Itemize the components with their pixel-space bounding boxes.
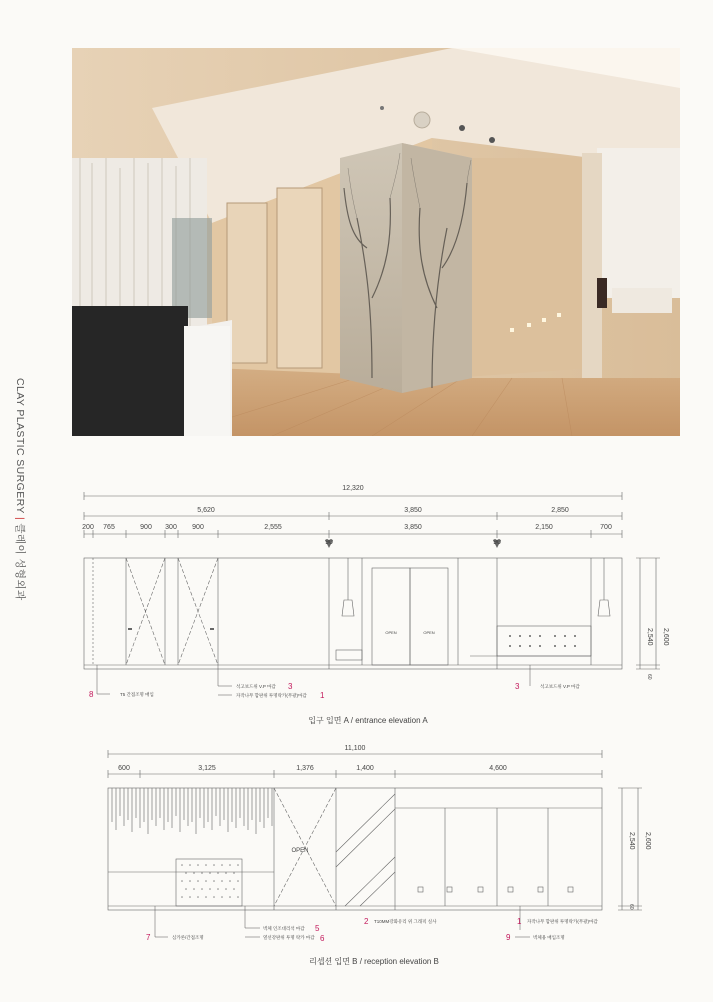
dim-mid-a-3: 2,850 [551, 507, 569, 514]
height-b-2: 2,600 [644, 832, 651, 850]
note-b-3-text: 심카론/간접조명 [172, 935, 204, 940]
note-b-2-text: 열선강판위 투명 락카 마감 [263, 935, 315, 940]
interior-photo [72, 48, 680, 436]
dim-detail-a-2: 765 [103, 524, 115, 531]
dim-detail-b-2: 3,125 [198, 765, 216, 772]
note-a-3-num: 1 [320, 691, 325, 700]
note-b-1-text: 벽체 인조대리석 마감 [263, 926, 305, 931]
dim-total-a: 12,320 [342, 485, 364, 492]
note-b-5-num: 1 [517, 917, 522, 926]
note-b-4-text: T10MM강화유리 위 그래픽 실사 [374, 919, 437, 924]
dim-detail-b-1: 600 [118, 765, 130, 772]
dim-detail-a-5: 900 [192, 524, 204, 531]
note-a-4-text: 석고보드위 V.P 마감 [540, 684, 580, 689]
dim-detail-a-9: 700 [600, 524, 612, 531]
height-a-3: 60 [646, 674, 652, 680]
height-b-1: 2,540 [628, 832, 635, 850]
dim-detail-a-3: 900 [140, 524, 152, 531]
door-label-a-1: OPEN [385, 630, 397, 635]
note-b-2-num: 6 [320, 934, 325, 943]
side-title-en: CLAY PLASTIC SURGERY [14, 378, 26, 514]
elevation-a-drawing [0, 478, 713, 718]
note-a-3-text: 자작나무 합판위 투명락카(무광)마감 [236, 693, 307, 698]
note-b-6-text: 벽체용 매입조명 [533, 935, 565, 940]
door-label-b: OPEN [291, 848, 309, 854]
caption-elevation-a: 입구 입면 A / entrance elevation A [308, 716, 428, 725]
height-a-1: 2,540 [646, 628, 653, 646]
side-title-separator: | [14, 516, 26, 521]
note-a-4-num: 3 [515, 682, 520, 691]
note-b-6-num: 9 [506, 933, 511, 942]
note-a-1-num: 8 [89, 690, 94, 699]
dim-detail-a-4: 300 [165, 524, 177, 531]
marker-a-1: 90 [325, 539, 333, 546]
dim-detail-b-3: 1,376 [296, 765, 314, 772]
note-b-5-text: 자작나무 합판위 투명락카(무광)마감 [527, 919, 598, 924]
dim-mid-a-1: 5,620 [197, 507, 215, 514]
side-title-ko: 클레이 성형외과 [14, 523, 26, 601]
note-a-2-text: 석고보드위 V.P 마감 [236, 684, 276, 689]
dim-detail-b-4: 1,400 [356, 765, 374, 772]
note-a-2-num: 3 [288, 682, 293, 691]
note-b-1-num: 5 [315, 924, 320, 933]
height-b-3: 60 [628, 904, 634, 910]
note-b-4-num: 2 [364, 917, 369, 926]
dim-detail-a-1: 200 [82, 524, 94, 531]
dim-detail-b-5: 4,600 [489, 765, 507, 772]
marker-a-2: 90 [493, 539, 501, 546]
dim-detail-a-6: 2,555 [264, 524, 282, 531]
door-label-a-2: OPEN [423, 630, 435, 635]
caption-elevation-b: 리셉션 입면 B / reception elevation B [309, 957, 439, 966]
note-b-3-num: 7 [146, 933, 151, 942]
elevation-b-drawing [0, 742, 713, 952]
dim-detail-a-8: 2,150 [535, 524, 553, 531]
dim-mid-a-2: 3,850 [404, 507, 422, 514]
dim-detail-a-7: 3,850 [404, 524, 422, 531]
height-a-2: 2,600 [662, 628, 669, 646]
dim-total-b: 11,100 [344, 745, 366, 752]
note-a-1-text: T5 간접조명 매입 [120, 692, 154, 697]
